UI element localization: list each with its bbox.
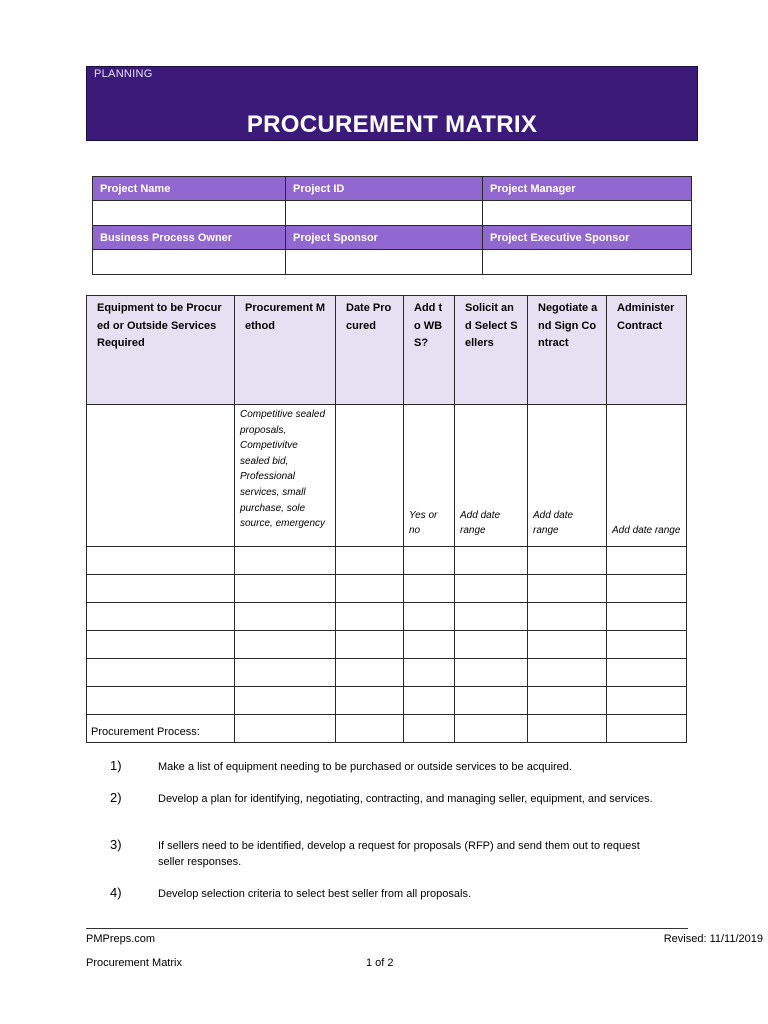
table-cell[interactable] xyxy=(87,631,235,659)
table-cell[interactable] xyxy=(87,547,235,575)
solicit-guidance: Add date range xyxy=(455,405,528,547)
footer-site: PMPreps.com xyxy=(86,933,156,945)
step-number: 2) xyxy=(110,790,122,805)
table-cell[interactable] xyxy=(528,659,607,687)
header-date-procured: Date Procured xyxy=(336,296,404,405)
table-cell[interactable] xyxy=(404,575,455,603)
header-negotiate-contract: Negotiate and Sign Contract xyxy=(528,296,607,405)
table-cell[interactable] xyxy=(455,687,528,715)
table-cell[interactable] xyxy=(336,659,404,687)
table-cell[interactable] xyxy=(404,547,455,575)
table-row xyxy=(87,687,687,715)
procurement-process-heading: Procurement Process: xyxy=(91,726,200,738)
step-number: 4) xyxy=(110,885,122,900)
table-cell[interactable] xyxy=(87,659,235,687)
table-cell[interactable] xyxy=(336,687,404,715)
table-row xyxy=(87,547,687,575)
table-cell[interactable] xyxy=(455,575,528,603)
project-name-field[interactable] xyxy=(93,201,286,226)
header-banner xyxy=(86,66,698,141)
administer-guidance: Add date range xyxy=(607,405,687,547)
table-cell[interactable] xyxy=(607,575,687,603)
header-equipment: Equipment to be Procured or Outside Services Required xyxy=(87,296,235,405)
wbs-guidance: Yes or no xyxy=(404,405,455,547)
table-cell[interactable] xyxy=(528,631,607,659)
table-cell[interactable] xyxy=(455,631,528,659)
step-number: 1) xyxy=(110,758,122,773)
table-cell[interactable] xyxy=(336,715,404,743)
table-cell[interactable] xyxy=(528,715,607,743)
table-cell[interactable] xyxy=(607,659,687,687)
header-solicit-sellers: Solicit and Select Sellers xyxy=(455,296,528,405)
project-info-table xyxy=(92,176,692,275)
table-cell[interactable] xyxy=(455,603,528,631)
table-cell[interactable] xyxy=(336,603,404,631)
table-cell[interactable] xyxy=(235,631,336,659)
table-cell[interactable] xyxy=(455,659,528,687)
table-cell[interactable] xyxy=(404,715,455,743)
project-id-field[interactable] xyxy=(286,201,483,226)
footer-document-name: Procurement Matrix xyxy=(86,957,182,969)
header-procurement-method: Procurement Method xyxy=(235,296,336,405)
method-guidance: Competitive sealed proposals, Competivitve sealed bid, Professional services, small purchase, sole source, emergency xyxy=(235,405,336,547)
table-cell[interactable] xyxy=(455,547,528,575)
step-text: Develop selection criteria to select best seller from all proposals. xyxy=(158,888,472,900)
table-cell[interactable] xyxy=(607,547,687,575)
step-text: If sellers need to be identified, develop a request for proposals (RFP) and send them out to request seller responses. xyxy=(158,840,640,868)
project-executive-sponsor-label: Project Executive Sponsor xyxy=(483,226,692,250)
table-cell[interactable] xyxy=(235,715,336,743)
procurement-matrix-table xyxy=(86,295,687,743)
table-cell[interactable] xyxy=(235,575,336,603)
table-cell[interactable] xyxy=(404,659,455,687)
date-procured-cell[interactable] xyxy=(336,405,404,547)
table-row xyxy=(87,575,687,603)
project-name-label: Project Name xyxy=(93,177,286,201)
guidance-row xyxy=(87,405,687,547)
step-text: Develop a plan for identifying, negotiating, contracting, and managing seller, equipment, and services. xyxy=(158,793,653,805)
table-cell[interactable] xyxy=(336,575,404,603)
footer-page-number: 1 of 2 xyxy=(366,957,394,969)
table-cell[interactable] xyxy=(235,659,336,687)
project-sponsor-field[interactable] xyxy=(286,250,483,275)
section-label: PLANNING xyxy=(94,68,153,80)
project-executive-sponsor-field[interactable] xyxy=(483,250,692,275)
table-cell[interactable] xyxy=(528,575,607,603)
business-process-owner-field[interactable] xyxy=(93,250,286,275)
header-administer-contract: Administer Contract xyxy=(607,296,687,405)
table-cell[interactable] xyxy=(607,631,687,659)
step-number: 3) xyxy=(110,837,122,852)
table-cell[interactable] xyxy=(528,547,607,575)
table-row xyxy=(87,603,687,631)
project-manager-field[interactable] xyxy=(483,201,692,226)
table-cell[interactable] xyxy=(336,631,404,659)
footer-divider xyxy=(86,928,688,929)
table-cell[interactable] xyxy=(87,603,235,631)
table-row xyxy=(87,659,687,687)
table-cell[interactable] xyxy=(404,603,455,631)
header-add-to-wbs: Add to WBS? xyxy=(404,296,455,405)
step-text: Make a list of equipment needing to be purchased or outside services to be acquired. xyxy=(158,761,572,773)
table-cell[interactable] xyxy=(235,687,336,715)
table-row xyxy=(87,631,687,659)
table-cell[interactable] xyxy=(404,687,455,715)
table-cell[interactable] xyxy=(235,603,336,631)
footer-revised-date: Revised: 11/11/2019 xyxy=(663,933,763,945)
table-cell[interactable] xyxy=(404,631,455,659)
project-sponsor-label: Project Sponsor xyxy=(286,226,483,250)
equipment-cell[interactable] xyxy=(87,405,235,547)
table-cell[interactable] xyxy=(607,687,687,715)
table-cell[interactable] xyxy=(528,687,607,715)
page-title: PROCUREMENT MATRIX xyxy=(246,111,538,138)
table-cell[interactable] xyxy=(336,547,404,575)
table-cell[interactable] xyxy=(455,715,528,743)
table-cell[interactable] xyxy=(528,603,607,631)
business-process-owner-label: Business Process Owner xyxy=(93,226,286,250)
table-cell[interactable] xyxy=(87,575,235,603)
project-manager-label: Project Manager xyxy=(483,177,692,201)
project-id-label: Project ID xyxy=(286,177,483,201)
table-cell[interactable] xyxy=(235,547,336,575)
table-cell[interactable] xyxy=(87,687,235,715)
negotiate-guidance: Add date range xyxy=(528,405,607,547)
table-cell[interactable] xyxy=(607,715,687,743)
table-cell[interactable] xyxy=(607,603,687,631)
